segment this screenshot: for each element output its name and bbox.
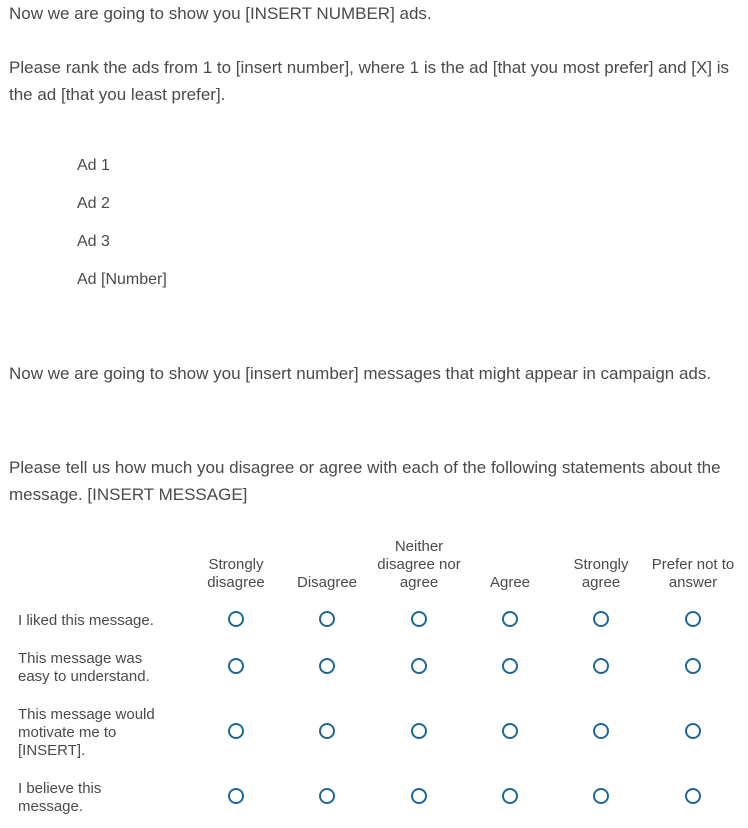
radio-button[interactable] <box>593 611 609 627</box>
radio-button[interactable] <box>685 788 701 804</box>
radio-button[interactable] <box>593 658 609 674</box>
radio-button[interactable] <box>411 658 427 674</box>
matrix-question-text: Please tell us how much you disagree or agree with each of the following statements about the message. [INSERT MESSAGE] <box>9 458 721 504</box>
rank-item[interactable]: Ad [Number] <box>77 271 167 288</box>
radio-button[interactable] <box>228 788 244 804</box>
radio-button[interactable] <box>228 611 244 627</box>
radio-button[interactable] <box>593 723 609 739</box>
col-header-strongly-disagree: Strongly disagree <box>207 556 265 591</box>
rank-item[interactable]: Ad 2 <box>77 195 110 212</box>
radio-button[interactable] <box>319 611 335 627</box>
radio-button[interactable] <box>685 658 701 674</box>
radio-button[interactable] <box>502 723 518 739</box>
col-header-agree: Agree <box>489 574 531 591</box>
col-header-prefer-not: Prefer not to answer <box>651 556 735 591</box>
col-header-strongly-agree: Strongly agree <box>573 556 629 591</box>
row-label: I believe this message. <box>18 780 102 815</box>
radio-button[interactable] <box>411 611 427 627</box>
row-label: I liked this message. <box>18 612 154 629</box>
radio-button[interactable] <box>228 723 244 739</box>
radio-button[interactable] <box>502 611 518 627</box>
intro-ads-text: Now we are going to show you [INSERT NUMBER] ads. <box>9 4 432 23</box>
radio-button[interactable] <box>319 658 335 674</box>
radio-button[interactable] <box>411 723 427 739</box>
radio-button[interactable] <box>593 788 609 804</box>
intro-messages-text: Now we are going to show you [insert number] messages that might appear in campaign ads. <box>9 364 712 383</box>
row-label: This message would motivate me to [INSERT]. <box>18 706 155 759</box>
rank-list <box>77 151 167 303</box>
rank-question-text: Please rank the ads from 1 to [insert number], where 1 is the ad [that you most prefer] and [X] is the ad [that you least prefer]. <box>9 58 730 104</box>
rank-item[interactable]: Ad 3 <box>77 233 110 250</box>
radio-button[interactable] <box>319 788 335 804</box>
radio-button[interactable] <box>502 788 518 804</box>
radio-button[interactable] <box>685 723 701 739</box>
radio-button[interactable] <box>685 611 701 627</box>
rank-item[interactable]: Ad 1 <box>77 157 110 174</box>
col-header-disagree: Disagree <box>296 574 358 591</box>
radio-button[interactable] <box>319 723 335 739</box>
row-label: This message was easy to understand. <box>18 650 150 685</box>
radio-button[interactable] <box>228 658 244 674</box>
radio-button[interactable] <box>411 788 427 804</box>
col-header-neither: Neither disagree nor agree <box>377 538 461 591</box>
radio-button[interactable] <box>502 658 518 674</box>
